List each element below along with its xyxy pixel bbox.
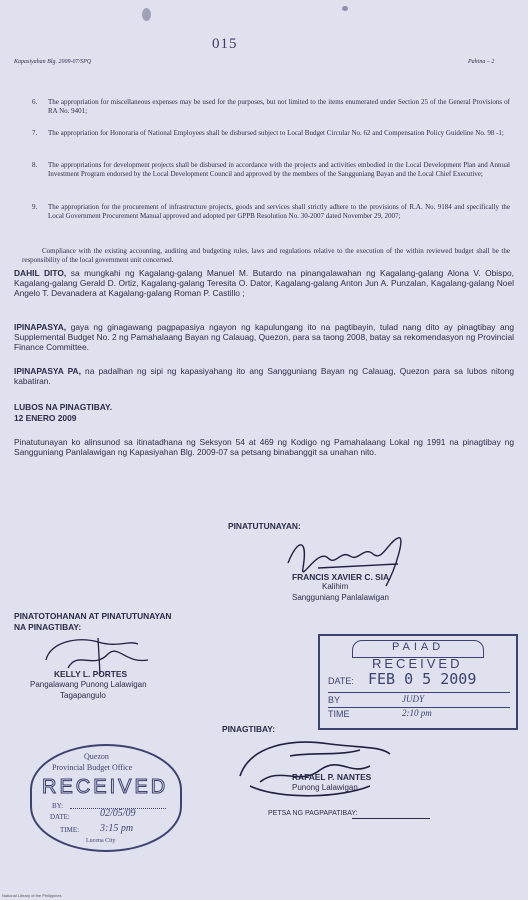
stamp-by-label: BY xyxy=(328,695,341,705)
list-item: 6. The appropriation for miscellaneous expenses may be used for the purposes, but not limited to the items enumerated under Section 25 of the General Provisions of RA No. 9401; xyxy=(32,98,510,115)
governor-name: RAFAEL P. NANTES xyxy=(292,772,372,782)
governor-signature xyxy=(220,726,400,806)
stamp-time-label: TIME: xyxy=(60,826,80,834)
stamp-date-label: DATE: xyxy=(50,813,70,821)
governor-title: Punong Lalawigan xyxy=(292,783,358,792)
vice-governor-role: Tagapangulo xyxy=(60,691,106,700)
stamp-time-label: TIME xyxy=(328,709,350,719)
stamp-date-label: DATE: xyxy=(328,676,354,686)
budget-office-stamp xyxy=(30,744,182,852)
stamp-date-value: 02/05/09 xyxy=(100,808,136,819)
stamp-by-value: JUDY xyxy=(402,694,424,704)
secretary-signature xyxy=(278,528,428,598)
scan-smudge xyxy=(342,6,348,11)
ipinapasya-pa-paragraph: IPINAPASYA PA, na padalhan ng sipi ng kapasiyahang ito ang Sangguniang Bayan ng Calauag, Quezon para sa lubos nitong kabatiran. xyxy=(14,366,514,387)
list-item: 9. The appropriation for the procurement of infrastructure projects, goods and services shall strictly adhere to the provisions of R.A. No. 9184 and specifically the Local Government Procurement Manual approved and adopted per GPPB Resolution No. 30-2007 dated November 29, 2007; xyxy=(32,203,510,220)
stamp-office-text: Provincial Budget Office xyxy=(52,763,133,772)
stamp-date-value: FEB 0 5 2009 xyxy=(368,670,477,688)
pinatutunayan-paragraph: Pinatutunayan ko alinsunod sa itinatadhana ng Seksyon 54 at 469 ng Kodigo ng Pamahalaang Lokal ng 1991 na pinagtibay ng Sangguniang Panlalawigan ng Kapasiyahan Blg. 2009-07 sa petsang binabanggit sa unahan nito. xyxy=(14,437,514,458)
scan-smudge xyxy=(142,8,151,21)
stamp-received-text: RECEIVED xyxy=(372,656,463,671)
approval-date-label: PETSA NG PAGPAPATIBAY: xyxy=(268,810,358,817)
dahil-dito-paragraph: DAHIL DITO, sa mungkahi ng Kagalang-galang Manuel M. Butardo na pinangalawahan ng Kagalang-galang Alona V. Obispo, Kagalang-galang Gerald D. Ortiz, Kagalang-galang Teresita O. Dator, Kagalang-galang Anton Jun A. Punzalan, Kagalang-galang Noel Angelo T. Devanadera at Kagalang-galang Roman P. Castillo ; xyxy=(14,268,514,299)
ipinapasya-paragraph: IPINAPASYA, gaya ng ginagawang pagpapasiya ngayon ng kapulungang ito na pagtibayin, tulad nang dito ay pinagtibay ang Supplemental Budget No. 2 ng Pamahalaang Bayan ng Calauag, Quezon, para sa taong 2008, batay sa rekomendasyon ng Provincial Finance Committee. xyxy=(14,322,514,353)
lubos-heading: LUBOS NA PINAGTIBAY. xyxy=(14,402,113,412)
paiad-received-stamp xyxy=(318,634,518,730)
vice-governor-title: Pangalawang Punong Lalawigan xyxy=(30,680,147,689)
stamp-paiad-text: PAIAD xyxy=(392,641,445,653)
resolution-number-header: Kapasiyahan Blg. 2009-07/SPQ xyxy=(14,59,92,65)
page-indicator: Pahina – 2 xyxy=(468,59,495,65)
secretary-name: FRANCIS XAVIER C. SIA xyxy=(292,572,390,582)
approval-date-line xyxy=(352,818,430,819)
stamp-time-value: 2:10 pm xyxy=(402,708,432,718)
list-item: 7. The appropriation for Honoraria of National Employees shall be disbursed subject to Local Budget Circular No. 62 and Compensation Policy Guideline No. 98 -1; xyxy=(32,129,504,137)
na-pinagtibay-label: NA PINAGTIBAY: xyxy=(14,622,82,632)
stamp-province-text: Quezon xyxy=(84,752,109,761)
page-stamp-number: 015 xyxy=(212,36,238,52)
compliance-paragraph: Compliance with the existing accounting, auditing and budgeting rules, laws and regulations relative to the execution of the within reviewed budget shall be the responsibility of the local government unit concerned. xyxy=(22,247,510,264)
stamp-divider xyxy=(328,692,510,693)
resolution-date: 12 ENERO 2009 xyxy=(14,413,77,423)
vice-governor-name: KELLY L. PORTES xyxy=(54,669,128,679)
stamp-time-value: 3:15 pm xyxy=(100,823,134,834)
secretary-office: Sangguniang Panlalawigan xyxy=(292,593,389,602)
stamp-by-label: BY: xyxy=(52,802,64,810)
stamp-city-text: Lucena City xyxy=(86,838,116,844)
footer-library-credit: National Library of the Philippines xyxy=(2,893,62,898)
secretary-title: Kalihim xyxy=(322,582,349,591)
stamp-received-text: RECEIVED xyxy=(42,776,169,798)
pinagtibay-label: PINAGTIBAY: xyxy=(222,724,276,734)
pinatutunayan-label: PINATUTUNAYAN: xyxy=(228,521,301,531)
pinatotohanan-label: PINATOTOHANAN AT PINATUTUNAYAN xyxy=(14,611,172,621)
list-item: 8. The appropriations for development projects shall be disbursed in accordance with the projects and activities embodied in the Local Development Plan and Annual Investment Program endorsed by the Local Development Council and approved by the members of the Sangguniang Bayan and the Local Chief Executive; xyxy=(32,161,510,178)
